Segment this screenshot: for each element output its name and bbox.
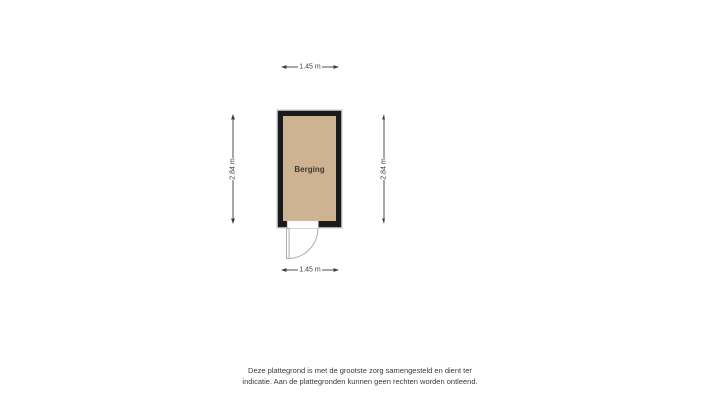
door-swing-arc <box>288 229 318 259</box>
disclaimer-line-2: indicatie. Aan de plattegronden kunnen geen rechten worden ontleend. <box>242 376 478 386</box>
arrow-down-icon <box>382 219 385 225</box>
arrow-left-icon <box>281 268 287 272</box>
dimension-bottom-label: 1.45 m <box>299 266 321 274</box>
dimension-left-label: 2.84 m <box>229 158 237 180</box>
dimension-right-label: 2.84 m <box>380 158 388 180</box>
arrow-up-icon <box>382 114 385 120</box>
door-opening <box>287 221 318 229</box>
room-name-label: Berging <box>294 165 325 174</box>
disclaimer-line-1: Deze plattegrond is met de grootste zorg samengesteld en dient ter <box>248 366 472 375</box>
dimension-top-label: 1.45 m <box>299 63 321 71</box>
arrow-right-icon <box>334 268 340 272</box>
arrow-left-icon <box>281 65 287 69</box>
arrow-up-icon <box>231 114 235 120</box>
door-leaf <box>287 229 290 259</box>
disclaimer <box>0 366 720 387</box>
arrow-down-icon <box>231 219 235 225</box>
arrow-right-icon <box>334 65 340 69</box>
